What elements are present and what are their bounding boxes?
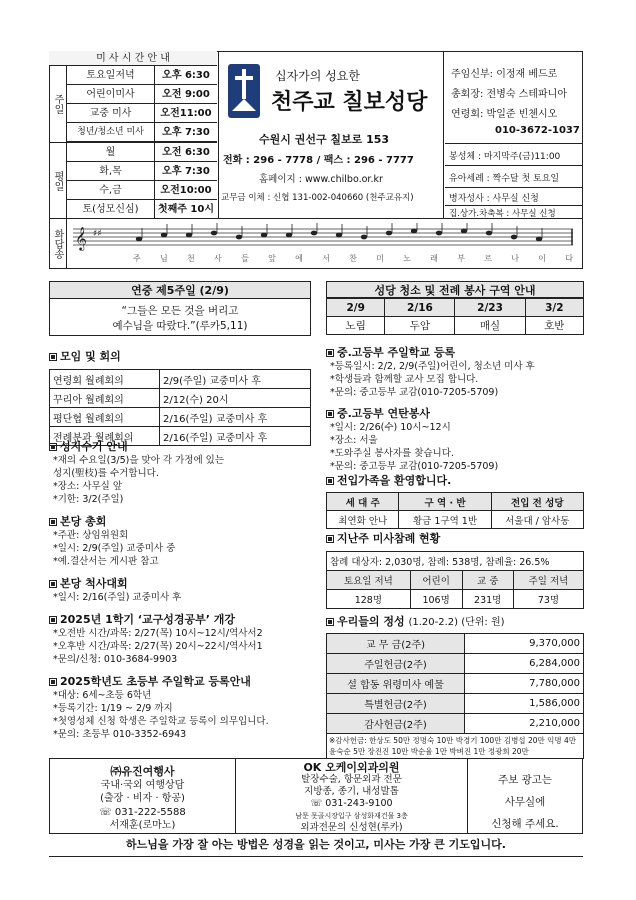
schedule-title: 미 사 시 간 안 내: [49, 51, 217, 66]
schedule-time: 오후 6:30: [162, 70, 210, 81]
schedule-time: 첫째주 10시: [157, 204, 215, 215]
ad-line: 탈장수술, 항문외과 전문: [301, 774, 402, 785]
notice-block: [326, 344, 588, 399]
hymn-syllable: 이: [538, 254, 546, 263]
notice-block: [49, 673, 319, 741]
bullet-icon: [326, 535, 334, 543]
hymn-note: [186, 233, 192, 238]
schedule-time: 오전 6:30: [162, 147, 210, 158]
bullet-icon: [49, 580, 57, 588]
thanks-line-2: 윤숙순 5만 장진진 10만 박순율 1만 박벼진 1만 정광희 20만: [329, 747, 529, 756]
notice-line: *기한: 3/2(주일): [53, 494, 124, 505]
sunday-box: [49, 281, 311, 336]
ad-line: 서재훈(로마노): [109, 820, 176, 831]
attendance-value: 106명: [410, 590, 462, 609]
anointing: 봉성체 : 마지막주(금)11:00: [449, 152, 561, 162]
hymn-syllable: 앞: [268, 254, 276, 263]
welcome-section: [326, 472, 584, 529]
hymn-syllable: 주: [133, 254, 141, 263]
ad-line: 지방종, 종기, 내성발톱: [304, 786, 399, 797]
ad-line: ☏ 031-243-9100: [310, 798, 393, 809]
offering-row: [327, 654, 584, 674]
cleaning-area: 매실: [455, 317, 525, 335]
home-blessing: 집.상가.차축복 : 사무실 신청: [449, 209, 556, 219]
notice-title: 본당 척사대회: [60, 577, 128, 590]
ad-line: 신청해 주세요.: [491, 818, 559, 830]
offering-row: [327, 674, 584, 694]
hymn-note: [261, 233, 267, 238]
notice-line: *학생들과 함께할 교사 모집 합니다.: [330, 374, 479, 385]
offering-period: (1.20-2.2) (단위: 원): [408, 617, 505, 628]
hymn-note: [136, 237, 142, 242]
hymn-syllable: 다: [565, 254, 573, 263]
ad-notice: [468, 759, 582, 833]
cleaning-date: 2/9: [327, 299, 385, 317]
ad-line: 주보 광고는: [497, 774, 553, 786]
ad-line: 사무실에: [504, 796, 546, 808]
schedule-row: [67, 66, 217, 85]
offering-name: 감사헌금(2주): [327, 714, 465, 734]
bullet-icon: [49, 443, 57, 451]
cleaning-date: 2/16: [385, 299, 455, 317]
attendance-summary: 참례 대상자: 2,030명, 참례: 538명, 참례율: 26.5%: [327, 552, 584, 571]
welcome-cell: 서울대 / 암사동: [491, 511, 583, 529]
church-header: [218, 51, 444, 218]
schedule-row: [67, 85, 217, 104]
cleaning-title: 성당 청소 및 전례 봉사 구역 안내: [326, 281, 584, 298]
notice-title: 중.고등부 주일학교 등록: [337, 346, 456, 359]
hymn-note: [161, 233, 167, 238]
attendance-title: 지난주 미사참례 현황: [337, 532, 441, 545]
ad-line: 남문 못골시장입구 삼성화재건물 3층: [295, 812, 408, 820]
notice-line: 성지(聖枝)를 수거합니다.: [53, 468, 159, 479]
pastor: 주임신부: 이정재 베드로: [451, 69, 558, 80]
sick-anointing: 병자성사 : 사무실 신청: [449, 194, 539, 204]
welcome-title: 전입가족을 환영합니다.: [337, 474, 452, 487]
hymn-label: 화답송: [49, 219, 67, 269]
schedule-name: 청년/청소년 미사: [67, 123, 155, 141]
church-phone: 전화 : 296 - 7778 / 팩스 : 296 - 7777: [223, 155, 414, 166]
meeting-when: 2/16(주일) 교중미사 후: [160, 408, 311, 427]
notice-line: *오전반 시간/과목: 2/27(목) 10시~12시/역사서2: [53, 628, 263, 639]
ad-line: 외과전문의 신성현(루카): [300, 822, 403, 833]
offering-name: 교 무 금(2주): [327, 634, 465, 654]
notice-line: *등록기간: 1/19 ~ 2/9 까지: [53, 703, 173, 714]
hymn-syllable: 님: [160, 254, 168, 263]
meetings-section: [49, 348, 311, 446]
thanks-line-1: ※감사헌금: 한상도 50만 정명숙 10만 박경기 100만 김병섭 20만 익명 4만: [329, 736, 577, 745]
hymn-note: [236, 235, 242, 240]
schedule-row: [67, 181, 217, 200]
notice-title: 성지수거 안내: [60, 440, 128, 453]
meeting-name: 연령회 월례회의: [50, 370, 160, 389]
notice-line: *오후반 시간/과목: 2/27(목) 20시~22시/역사서1: [53, 641, 263, 652]
notice-line: *일시: 2/16(주일) 교중미사 후: [53, 592, 182, 603]
cleaning-date: 3/2: [525, 299, 583, 317]
offering-row: [327, 634, 584, 654]
schedule-row: [67, 162, 217, 181]
schedule-time: 오전 9:00: [162, 89, 210, 100]
schedule-row: [67, 143, 217, 162]
hymn-note: [486, 231, 492, 236]
president: 총회장: 전병숙 스테파니아: [451, 89, 567, 100]
schedule-name: 화,목: [67, 162, 155, 180]
ads-row: [49, 758, 583, 834]
notices-right: [326, 344, 588, 479]
notice-line: *재의 수요일(3/5)을 맞아 각 가정에 있는: [53, 455, 225, 466]
sunday-verse-1: “그들은 모든 것을 버리고: [121, 305, 239, 317]
hymn-note: [536, 237, 542, 242]
footer-quote: 하느님을 가장 잘 아는 방법은 성경을 읽는 것이고, 미사는 가장 큰 기도입니다.: [49, 836, 583, 857]
hymn-syllable: 서: [322, 254, 330, 263]
hymn-staff: [73, 223, 577, 251]
offering-row: [327, 714, 584, 734]
schedule-time: 오전10:00: [160, 185, 212, 196]
notice-line: *예.결산서는 게시판 참고: [53, 556, 159, 567]
svg-text:♯♯: ♯♯: [93, 229, 102, 239]
union-phone: 010-3672-1037: [495, 125, 580, 136]
notice-title: 중.고등부 연탄봉사: [337, 407, 431, 420]
hymn-syllable: 들: [241, 254, 249, 263]
meeting-name: 전례분과 월례회의: [50, 427, 160, 446]
offering-amount: 6,284,000: [465, 654, 584, 674]
ad-clinic: [236, 759, 468, 833]
hymn-note: [286, 233, 292, 238]
notice-line: *장소: 서울: [330, 435, 378, 446]
notice-block: [49, 513, 319, 568]
welcome-header: 전입 전 성당: [491, 493, 583, 511]
offering-name: 설 합동 위령미사 예물: [327, 674, 465, 694]
bullet-icon: [326, 349, 334, 357]
meeting-when: 2/9(주일) 교중미사 후: [160, 370, 311, 389]
attendance-header: 어린이: [410, 571, 462, 590]
hymn-syllable: 래: [430, 254, 438, 263]
notice-block: [49, 575, 319, 604]
notice-line: *문의: 중고등부 교감(010-7205-5709): [330, 461, 499, 472]
notice-line: *문의: 초등부 010-3352-6943: [53, 729, 187, 740]
hymn-row: [49, 218, 583, 269]
hymn-syllable: 노: [403, 254, 411, 263]
infant-baptism: 유아세례 : 짝수달 첫 토요일: [449, 174, 560, 184]
meeting-row: [50, 408, 311, 427]
schedule-time: 오전11:00: [160, 108, 212, 119]
hymn-syllable: 사: [214, 254, 222, 263]
church-account: 교무금 이체 : 신협 131-002-040660 (천주교유지): [221, 193, 414, 203]
hymn-note: [311, 231, 317, 236]
notice-line: *문의/신청: 010-3684-9903: [53, 654, 178, 665]
welcome-header: 세 대 주: [327, 493, 399, 511]
weekday-label: 주일: [49, 66, 67, 142]
staff-info: [445, 51, 583, 218]
cleaning-area: 노림: [327, 317, 385, 335]
notice-line: *주관: 상임위원회: [53, 530, 129, 541]
bullet-icon: [326, 477, 334, 485]
notice-line: *일시: 2/26(수) 10시~12시: [330, 422, 451, 433]
hymn-note: [436, 231, 442, 236]
notice-title: 2025학년도 초등부 주일학교 등록안내: [60, 675, 251, 688]
schedule-time: 오후 7:30: [162, 166, 210, 177]
offering-amount: 1,586,000: [465, 694, 584, 714]
bullet-icon: [49, 616, 57, 624]
attendance-section: [326, 530, 584, 609]
offering-name: 주일헌금(2주): [327, 654, 465, 674]
hymn-note: [211, 231, 217, 236]
attendance-value: 231명: [462, 590, 513, 609]
attendance-header: 토요일 저녁: [327, 571, 411, 590]
attendance-value: 128명: [327, 590, 411, 609]
meeting-when: 2/16(주일) 교중미사 후: [160, 427, 311, 446]
hymn-note: [461, 229, 467, 234]
meeting-name: 평단협 월례회의: [50, 408, 160, 427]
mass-schedule: [49, 51, 217, 218]
notice-line: *문의: 중고등부 교감(010-7205-5709): [330, 387, 499, 398]
meeting-row: [50, 389, 311, 408]
bullet-icon: [49, 518, 57, 526]
cleaning-date: 2/23: [455, 299, 525, 317]
cleaning-area: 호반: [525, 317, 583, 335]
sunday-title: 연중 제5주일 (2/9): [50, 282, 310, 299]
bullet-icon: [326, 410, 334, 418]
schedule-name: 토(성모신심): [67, 200, 155, 218]
hymn-note: [386, 231, 392, 236]
schedule-name: 교중 미사: [67, 104, 155, 122]
offering-amount: 2,210,000: [465, 714, 584, 734]
meeting-name: 꾸리아 월례회의: [50, 389, 160, 408]
hymn-note: [336, 233, 342, 238]
notice-title: 2025년 1학기 ‘교구성경공부’ 개강: [60, 613, 236, 626]
cleaning-box: [326, 281, 584, 335]
svg-text:𝄞: 𝄞: [75, 226, 87, 250]
notice-block: [49, 438, 319, 506]
ad-line: ☏ 031-222-5588: [99, 806, 186, 818]
schedule-name: 토요일저녁: [67, 66, 155, 84]
offering-name: 특별헌금(2주): [327, 694, 465, 714]
ad-line: (출장 · 비자 · 항공): [100, 793, 185, 804]
notice-line: *도와주실 봉사자를 찾습니다.: [330, 448, 454, 459]
notice-line: *첫영성체 신청 학생은 주일학교 등록이 의무입니다.: [53, 716, 269, 727]
bullet-icon: [49, 353, 57, 361]
notice-title: 본당 총회: [60, 515, 107, 528]
hymn-syllable: 나: [511, 254, 519, 263]
hymn-syllable: 부: [457, 254, 465, 263]
hymn-syllable: 천: [187, 254, 195, 263]
ad-line: OK 오케이외과의원: [303, 761, 400, 774]
schedule-row: [67, 200, 217, 219]
notice-block: [326, 405, 588, 473]
church-subtitle: 십자가의 성요한: [275, 69, 360, 83]
welcome-header: 구 역 · 반: [399, 493, 491, 511]
schedule-name: 월: [67, 143, 155, 161]
ad-travel: [50, 759, 236, 833]
attendance-value: 73명: [513, 590, 583, 609]
hymn-note: [361, 235, 367, 240]
church-homepage[interactable]: 홈페이지 : www.chilbo.or.kr: [259, 174, 383, 185]
notice-line: *일시: 2/9(주일) 교중미사 중: [53, 543, 176, 554]
union: 연령회: 박일준 빈첸시오: [451, 109, 558, 120]
offering-amount: 7,780,000: [465, 674, 584, 694]
notice-line: *장소: 사무실 앞: [53, 481, 123, 492]
notices-left: [49, 438, 319, 748]
schedule-name: 어린이미사: [67, 85, 155, 103]
welcome-cell: 최연화 안나: [327, 511, 399, 529]
ad-line: ㈜유진여행사: [110, 765, 175, 778]
notice-block: [49, 611, 319, 666]
offering-row: [327, 694, 584, 714]
attendance-header: 교 중: [462, 571, 513, 590]
schedule-name: 수,금: [67, 181, 155, 199]
hymn-syllable: 에: [295, 254, 303, 263]
hymn-note: [511, 235, 517, 240]
church-address: 수원시 권선구 칠보로 153: [259, 133, 390, 146]
meeting-row: [50, 370, 311, 389]
ad-line: 국내·국외 여행상담: [100, 779, 185, 791]
bullet-icon: [49, 678, 57, 686]
welcome-cell: 황금 1구역 1반: [399, 511, 491, 529]
notice-line: *등록일시: 2/2, 2/9(주일)어린이, 청소년 미사 후: [330, 361, 535, 372]
offering-section: [326, 613, 584, 759]
notice-line: *대상: 6세~초등 6학년: [53, 690, 152, 701]
schedule-row: [67, 123, 217, 142]
schedule-row: [67, 104, 217, 123]
sunday-verse-2: 예수님을 따랐다.”(루카5,11): [112, 320, 248, 332]
hymn-syllable: 르: [484, 254, 492, 263]
bullet-icon: [326, 618, 334, 626]
hymn-syllable: 미: [376, 254, 384, 263]
attendance-header: 주일 저녁: [513, 571, 583, 590]
offering-amount: 9,370,000: [465, 634, 584, 654]
hymn-syllable: 찬: [349, 254, 357, 263]
schedule-time: 오후 7:30: [162, 127, 210, 138]
church-title: 천주교 칠보성당: [271, 90, 428, 115]
hymn-note: [411, 229, 417, 234]
hymn-lyrics: [133, 253, 573, 264]
week-label: 평일: [49, 143, 67, 218]
meetings-title: 모임 및 회의: [60, 350, 121, 363]
meeting-when: 2/12(수) 20시: [160, 389, 311, 408]
offering-title: 우리들의 정성: [337, 615, 405, 628]
church-logo: [227, 63, 261, 119]
cleaning-area: 두암: [385, 317, 455, 335]
